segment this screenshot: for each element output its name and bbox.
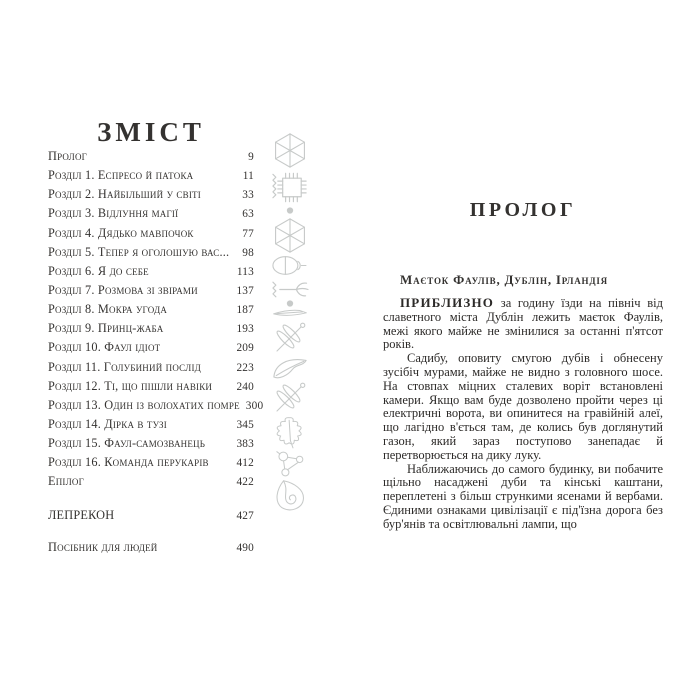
toc-entry [48,540,254,559]
toc-entry [48,245,254,264]
toc-entry [48,168,254,187]
toc-title: ЗМІСТ [97,117,205,147]
toc-entry-page-number: 11 [242,170,254,183]
toc-entry [48,360,254,379]
toc-entry-page-number: 9 [248,151,254,163]
molecule-icon [275,450,306,478]
hexagon-icon [272,217,308,254]
toc-entry [48,321,254,340]
toc-entry-label: Розділ 11. Голубиний послід [48,359,202,374]
toc-entry [48,187,254,206]
dragonfly-icon [273,382,307,414]
toc-entry [48,149,254,168]
prologue-paragraph: Садибу, оповиту смугою дубів і обнесену зусібіч мурами, майже не видно з головного шосе. На стовпах міцних сталевих воріт встановлені камери. Якщо вам буде дозволено пройти через ці електричні ворота, ви опинитеся на гравійній алеї, що лагідно в'ється там, де колись був доглянутий газон, який зараз поступово занепадає й перетворюється на дику луку. [383,351,663,462]
toc-entry-label: ЛЕПРЕКОН [48,507,115,522]
prologue-paragraph: ПРИБЛИЗНО за годину їзди на північ від славетного міста Дублін лежить маєток Фаулів, межі якого майже не змінилися за останні п'ятсот років. [383,295,663,352]
toc-entry [48,226,254,245]
chapter-icon-column [260,0,320,700]
toc-entry-page-number: 490 [236,541,254,554]
toc-entry [48,436,254,455]
toc-entry [48,283,254,302]
toc-entry-page-number: 113 [236,265,254,278]
dragonfly-icon [273,322,307,354]
beetle-icon [272,254,308,277]
toc-entry-label: Розділ 15. Фаул-самозванець [48,436,206,451]
toc-entry [48,474,254,493]
prologue-paragraph: Наближаючись до самого будинку, ви побачите щільно насаджені дуби та кінські каштани, переплетені з більш стрункими ясенами й вербами. Єдиними ознаками цивілізації є під'їзна дорога без бур'янів та освітлювальні лампи, що [383,461,663,531]
hexagon-icon [272,132,308,169]
toc-entry-label: Розділ 5. Тепер я оголошую вас... [48,244,230,259]
toc-entry-label: Розділ 7. Розмова зі звірами [48,282,198,297]
toc-entry-label: Розділ 9. Принц-жаба [48,321,164,336]
toc-entry-label: Розділ 1. Еспресо й патока [48,168,194,183]
toc-entry-label: Розділ 12. Ті, що пішли навіки [48,378,213,393]
toc-entry-page-number: 33 [242,189,254,202]
toc-entry [48,264,254,283]
toc-page [48,117,264,559]
toc-entry [48,302,254,321]
tulip-wand-icon [271,280,309,298]
prologue-lead-word: ПРИБЛИЗНО [400,295,495,310]
prologue-title: ПРОЛОГ [469,199,577,221]
spiral-leaf-icon [274,479,306,512]
toc-entry-page-number: 98 [242,246,254,259]
toc-entry-page-number: 422 [236,476,254,489]
toc-entry [48,397,264,417]
toc-entry-page-number: 77 [242,227,254,240]
toc-entry [48,379,254,398]
toc-entry-page-number: 187 [236,304,254,317]
toc-entry [48,340,254,359]
dot-icon [287,207,294,214]
toc-entry-page-number: 193 [236,323,254,336]
microchip-icon [270,171,310,203]
toc-entry-label: Розділ 2. Найбільший у світі [48,187,201,202]
toc-entry-page-number: 63 [242,208,254,221]
toc-entry-page-number: 209 [236,342,254,355]
toc-entry-label: Розділ 16. Команда перукарів [48,455,209,470]
toc-entry [48,455,254,474]
prologue-setting: Маєток Фаулів, Дублін, Ірландія [400,272,608,287]
toc-entry [48,417,254,436]
toc-entry [48,508,254,527]
toc-entry-label: Розділ 3. Відлуння магії [48,206,179,221]
toc-entry-label: Розділ 10. Фаул ідіот [48,340,161,355]
prologue-body [383,296,663,532]
toc-entry [48,206,254,225]
toc-entry-label: Розділ 6. Я до себе [48,263,149,278]
toc-list [48,149,264,559]
dot-icon [287,300,294,307]
toc-entry-page-number: 223 [236,361,254,374]
toc-entry-label: Розділ 13. Один із волохатих помре [48,397,240,412]
toc-entry-page-number: 383 [236,438,254,451]
toc-entry-label: Пролог [48,149,88,163]
prologue-page [383,200,663,532]
toc-entry-page-number: 412 [236,457,254,470]
toc-entry-label: Розділ 8. Мокра угода [48,302,168,317]
toc-entry-label: Посібник для людей [48,539,158,554]
toc-entry-label: Епілог [48,474,85,489]
leaf-icon [272,355,308,381]
toc-entry-label: Розділ 4. Дядько мавпочок [48,225,194,240]
dart-icon [271,308,309,318]
toc-entry-page-number: 240 [236,380,254,393]
oak-leaf-icon [273,416,307,450]
toc-entry-page-number: 427 [236,509,254,522]
toc-entry-page-number: 137 [236,284,254,297]
toc-entry-label: Розділ 14. Дірка в тузі [48,416,167,431]
toc-entry-page-number: 345 [236,418,254,431]
toc-entry-page-number: 300 [245,399,264,412]
